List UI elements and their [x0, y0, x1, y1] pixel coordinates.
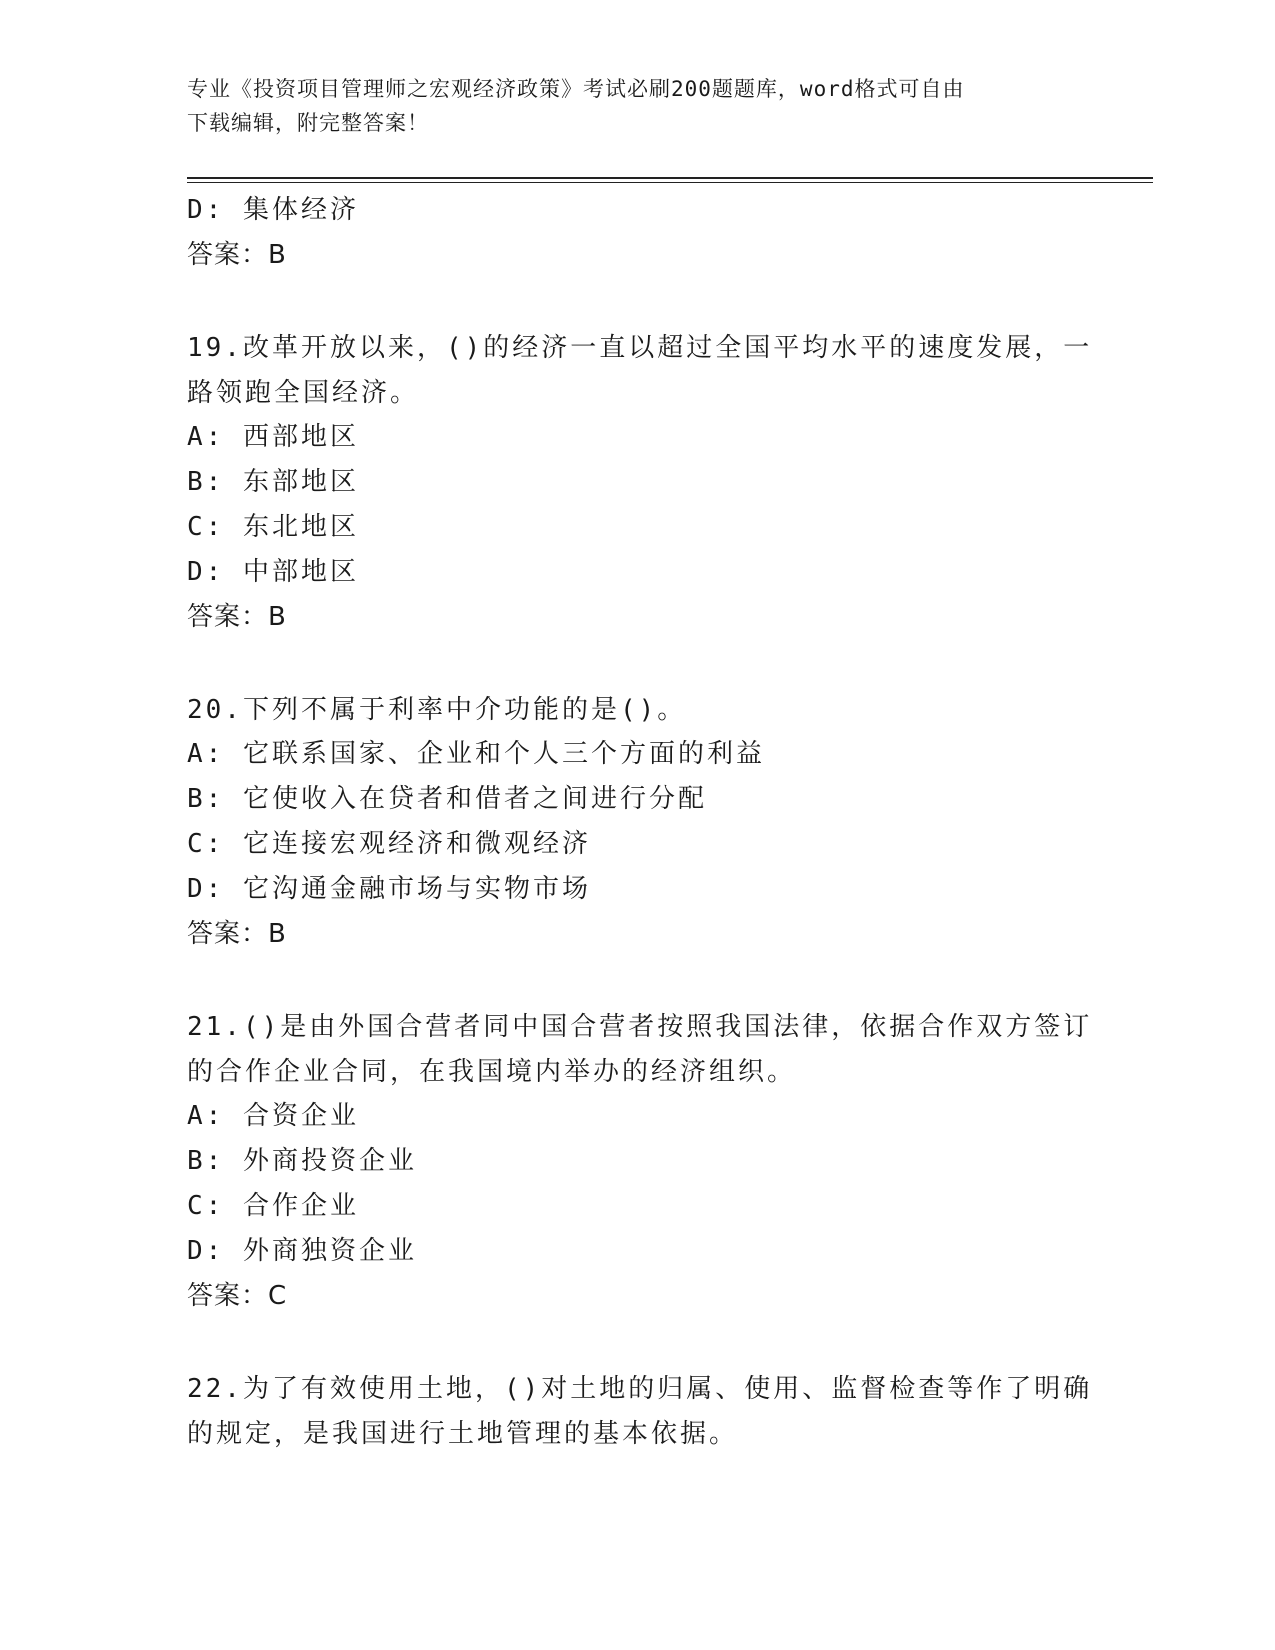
- question-20: [187, 687, 1087, 957]
- header-title-line-1: 专业《投资项目管理师之宏观经济政策》考试必刷200题题库，word格式可自由: [187, 77, 965, 101]
- question-stem-line-2: 路领跑全国经济。: [187, 378, 420, 408]
- option-a: A: 西部地区: [187, 422, 359, 452]
- question-19: [187, 325, 1093, 640]
- answer: 答案：B: [187, 240, 287, 270]
- question-stem-line-1: 21.()是由外国合营者同中国合营者按照我国法律，依据合作双方签订: [187, 1012, 1093, 1042]
- question-stem-line-1: 20.下列不属于利率中介功能的是()。: [187, 695, 687, 725]
- answer: 答案：B: [187, 602, 287, 632]
- option-d: D: 集体经济: [187, 195, 359, 225]
- question-stem-line-1: 19.改革开放以来，()的经济一直以超过全国平均水平的速度发展，一: [187, 333, 1093, 363]
- option-c: C: 合作企业: [187, 1191, 359, 1221]
- option-d: D: 外商独资企业: [187, 1236, 417, 1266]
- option-b: B: 外商投资企业: [187, 1146, 417, 1176]
- question-stem-line-2: 的合作企业合同，在我国境内举办的经济组织。: [187, 1057, 797, 1087]
- question-list: [187, 188, 1093, 1456]
- option-b: B: 东部地区: [187, 467, 359, 497]
- option-a: A: 合资企业: [187, 1101, 359, 1131]
- question-stem-line-1: 22.为了有效使用土地，()对土地的归属、使用、监督检查等作了明确: [187, 1374, 1093, 1404]
- question-22: [187, 1366, 1093, 1456]
- option-c: C: 它连接宏观经济和微观经济: [187, 829, 591, 859]
- spacer: [187, 957, 1087, 1004]
- option-d: D: 中部地区: [187, 557, 359, 587]
- option-a: A: 它联系国家、企业和个人三个方面的利益: [187, 739, 765, 769]
- header-rule-thick: [187, 177, 1153, 179]
- spacer: [187, 278, 1087, 325]
- question-18-tail: [187, 188, 1087, 278]
- option-d: D: 它沟通金融市场与实物市场: [187, 874, 591, 904]
- spacer: [187, 640, 1087, 687]
- answer: 答案：B: [187, 919, 287, 949]
- header-rule-thin: [187, 182, 1153, 183]
- header-title-line-2: 下载编辑，附完整答案！: [187, 111, 429, 135]
- spacer: [187, 1319, 1087, 1366]
- answer: 答案：C: [187, 1281, 288, 1311]
- option-b: B: 它使收入在贷者和借者之间进行分配: [187, 784, 707, 814]
- question-21: [187, 1004, 1093, 1319]
- document-header: [187, 72, 1067, 140]
- option-c: C: 东北地区: [187, 512, 359, 542]
- question-stem-line-2: 的规定，是我国进行土地管理的基本依据。: [187, 1419, 739, 1449]
